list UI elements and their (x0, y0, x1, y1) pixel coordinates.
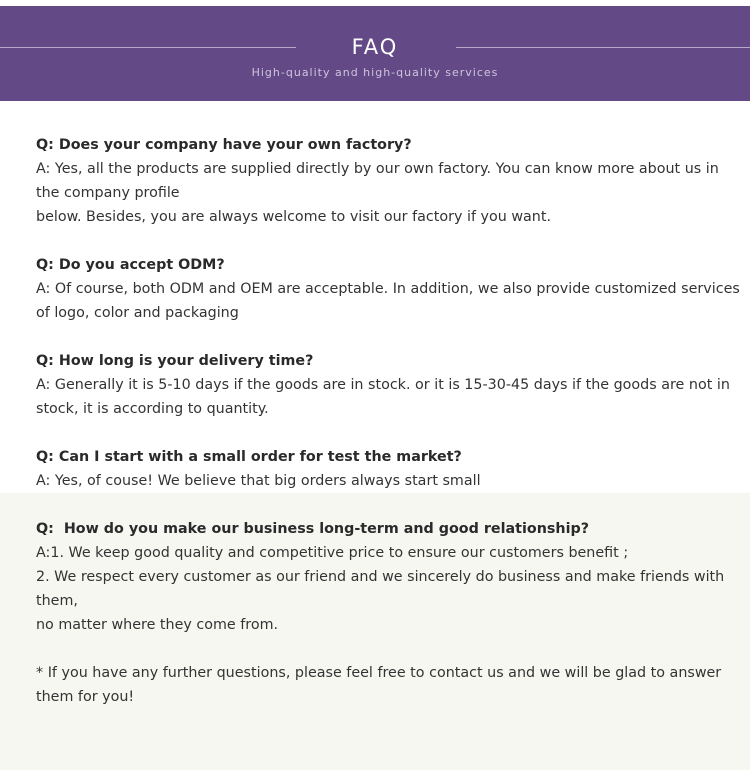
banner-subtitle: High-quality and high-quality services (251, 66, 499, 79)
faq-banner (0, 6, 750, 101)
faq-answer-1-line-2: below. Besides, you are always welcome to visit our factory if you want. (36, 209, 552, 225)
banner-title: FAQ (351, 35, 399, 59)
faq-question-2: Q: Do you accept ODM? (36, 257, 225, 273)
faq-question-4: Q: Can I start with a small order for test the market? (36, 449, 462, 465)
faq-answer-3: A: Generally it is 5-10 days if the goods are in stock. or it is 15-30-45 days if the goods are not in stock, it is according to quantity. (36, 377, 730, 417)
faq-question-3: Q: How long is your delivery time? (36, 353, 314, 369)
faq-answer-5-line-1: A:1. We keep good quality and competitive price to ensure our customers benefit ; (36, 545, 629, 561)
faq-answer-2: A: Of course, both ODM and OEM are acceptable. In addition, we also provide customized services of logo, color and packaging (36, 281, 740, 321)
faq-question-1: Q: Does your company have your own factory? (36, 137, 412, 153)
faq-answer-1-line-1: A: Yes, all the products are supplied directly by our own factory. You can know more about us in the company profile (36, 161, 719, 201)
faq-list (36, 133, 746, 709)
faq-question-5: Q: How do you make our business long-term and good relationship? (36, 521, 589, 537)
faq-answer-5-line-2: 2. We respect every customer as our friend and we sincerely do business and make friends with them, (36, 569, 725, 609)
faq-answer-4: A: Yes, of couse! We believe that big orders always start small (36, 473, 481, 489)
faq-answer-5-line-3: no matter where they come from. (36, 617, 279, 633)
faq-contact-note: * If you have any further questions, please feel free to contact us and we will be glad to answer them for you! (36, 665, 722, 705)
